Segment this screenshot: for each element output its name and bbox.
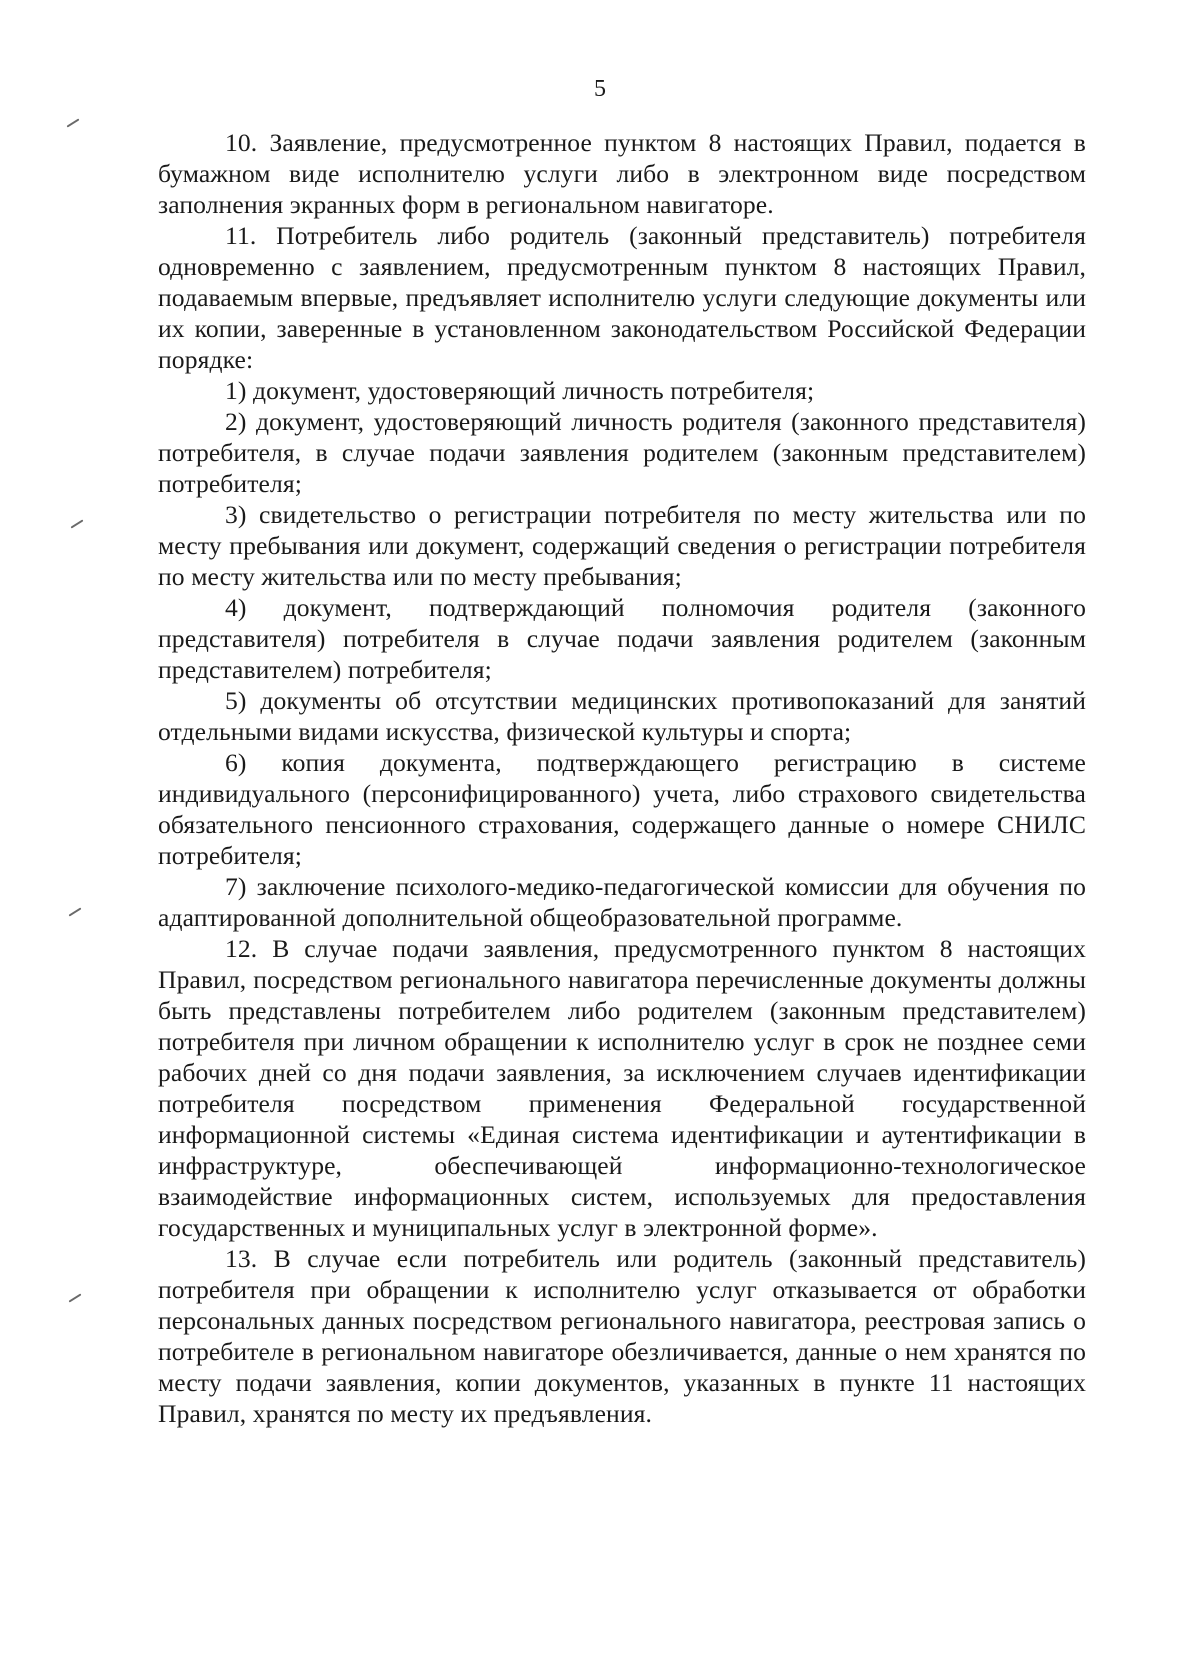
list-item-7: 7) заключение психолого-медико-педагогической комиссии для обучения по адаптированной дополнительной общеобразовательной программе.	[158, 872, 1086, 932]
list-item-4: 4) документ, подтверждающий полномочия родителя (законного представителя) потребителя в случае подачи заявления родителем (законным представителем) потребителя;	[158, 593, 1086, 684]
document-body	[158, 127, 1086, 1429]
paragraph-12: 12. В случае подачи заявления, предусмотренного пунктом 8 настоящих Правил, посредством регионального навигатора перечисленные документы должны быть представлены потребителем либо родителем (законным представителем) потребителя при личном обращении к исполнителю услуг в срок не позднее семи рабочих дней со дня подачи заявления, за исключением случаев идентификации потребителя посредством применения Федеральной государственной информационной системы «Единая система идентификации и аутентификации в инфраструктуре, обеспечивающей информационно-технологическое взаимодействие информационных систем, используемых для предоставления государственных и муниципальных услуг в электронной форме».	[158, 934, 1086, 1242]
list-item-1: 1) документ, удостоверяющий личность потребителя;	[225, 376, 815, 405]
margin-tick	[69, 907, 82, 916]
paragraph-10: 10. Заявление, предусмотренное пунктом 8 настоящих Правил, подается в бумажном виде исполнителю услуги либо в электронном виде посредством заполнения экранных форм в региональном навигаторе.	[158, 128, 1086, 219]
margin-tick	[71, 519, 84, 528]
list-item-3: 3) свидетельство о регистрации потребителя по месту жительства или по месту пребывания или документ, содержащий сведения о регистрации потребителя по месту жительства или по месту пребывания;	[158, 500, 1086, 591]
list-item-6: 6) копия документа, подтверждающего регистрацию в системе индивидуального (персонифицированного) учета, либо страхового свидетельства обязательного пенсионного страхования, содержащего данные о номере СНИЛС потребителя;	[158, 748, 1086, 870]
paragraph-11: 11. Потребитель либо родитель (законный представитель) потребителя одновременно с заявлением, предусмотренным пунктом 8 настоящих Правил, подаваемым впервые, предъявляет исполнителю услуги следующие документы или их копии, заверенные в установленном законодательством Российской Федерации порядке:	[158, 221, 1086, 374]
list-item-5: 5) документы об отсутствии медицинских противопоказаний для занятий отдельными видами искусства, физической культуры и спорта;	[158, 686, 1086, 746]
margin-tick	[67, 118, 80, 127]
list-item-2: 2) документ, удостоверяющий личность родителя (законного представителя) потребителя, в случае подачи заявления родителем (законным представителем) потребителя;	[158, 407, 1086, 498]
paragraph-13: 13. В случае если потребитель или родитель (законный представитель) потребителя при обращении к исполнителю услуг отказывается от обработки персональных данных посредством регионального навигатора, реестровая запись о потребителе в региональном навигаторе обезличивается, данные о нем хранятся по месту подачи заявления, копии документов, указанных в пункте 11 настоящих Правил, хранятся по месту их предъявления.	[158, 1244, 1086, 1428]
margin-tick	[69, 1293, 82, 1302]
page-number: 5	[594, 76, 606, 102]
